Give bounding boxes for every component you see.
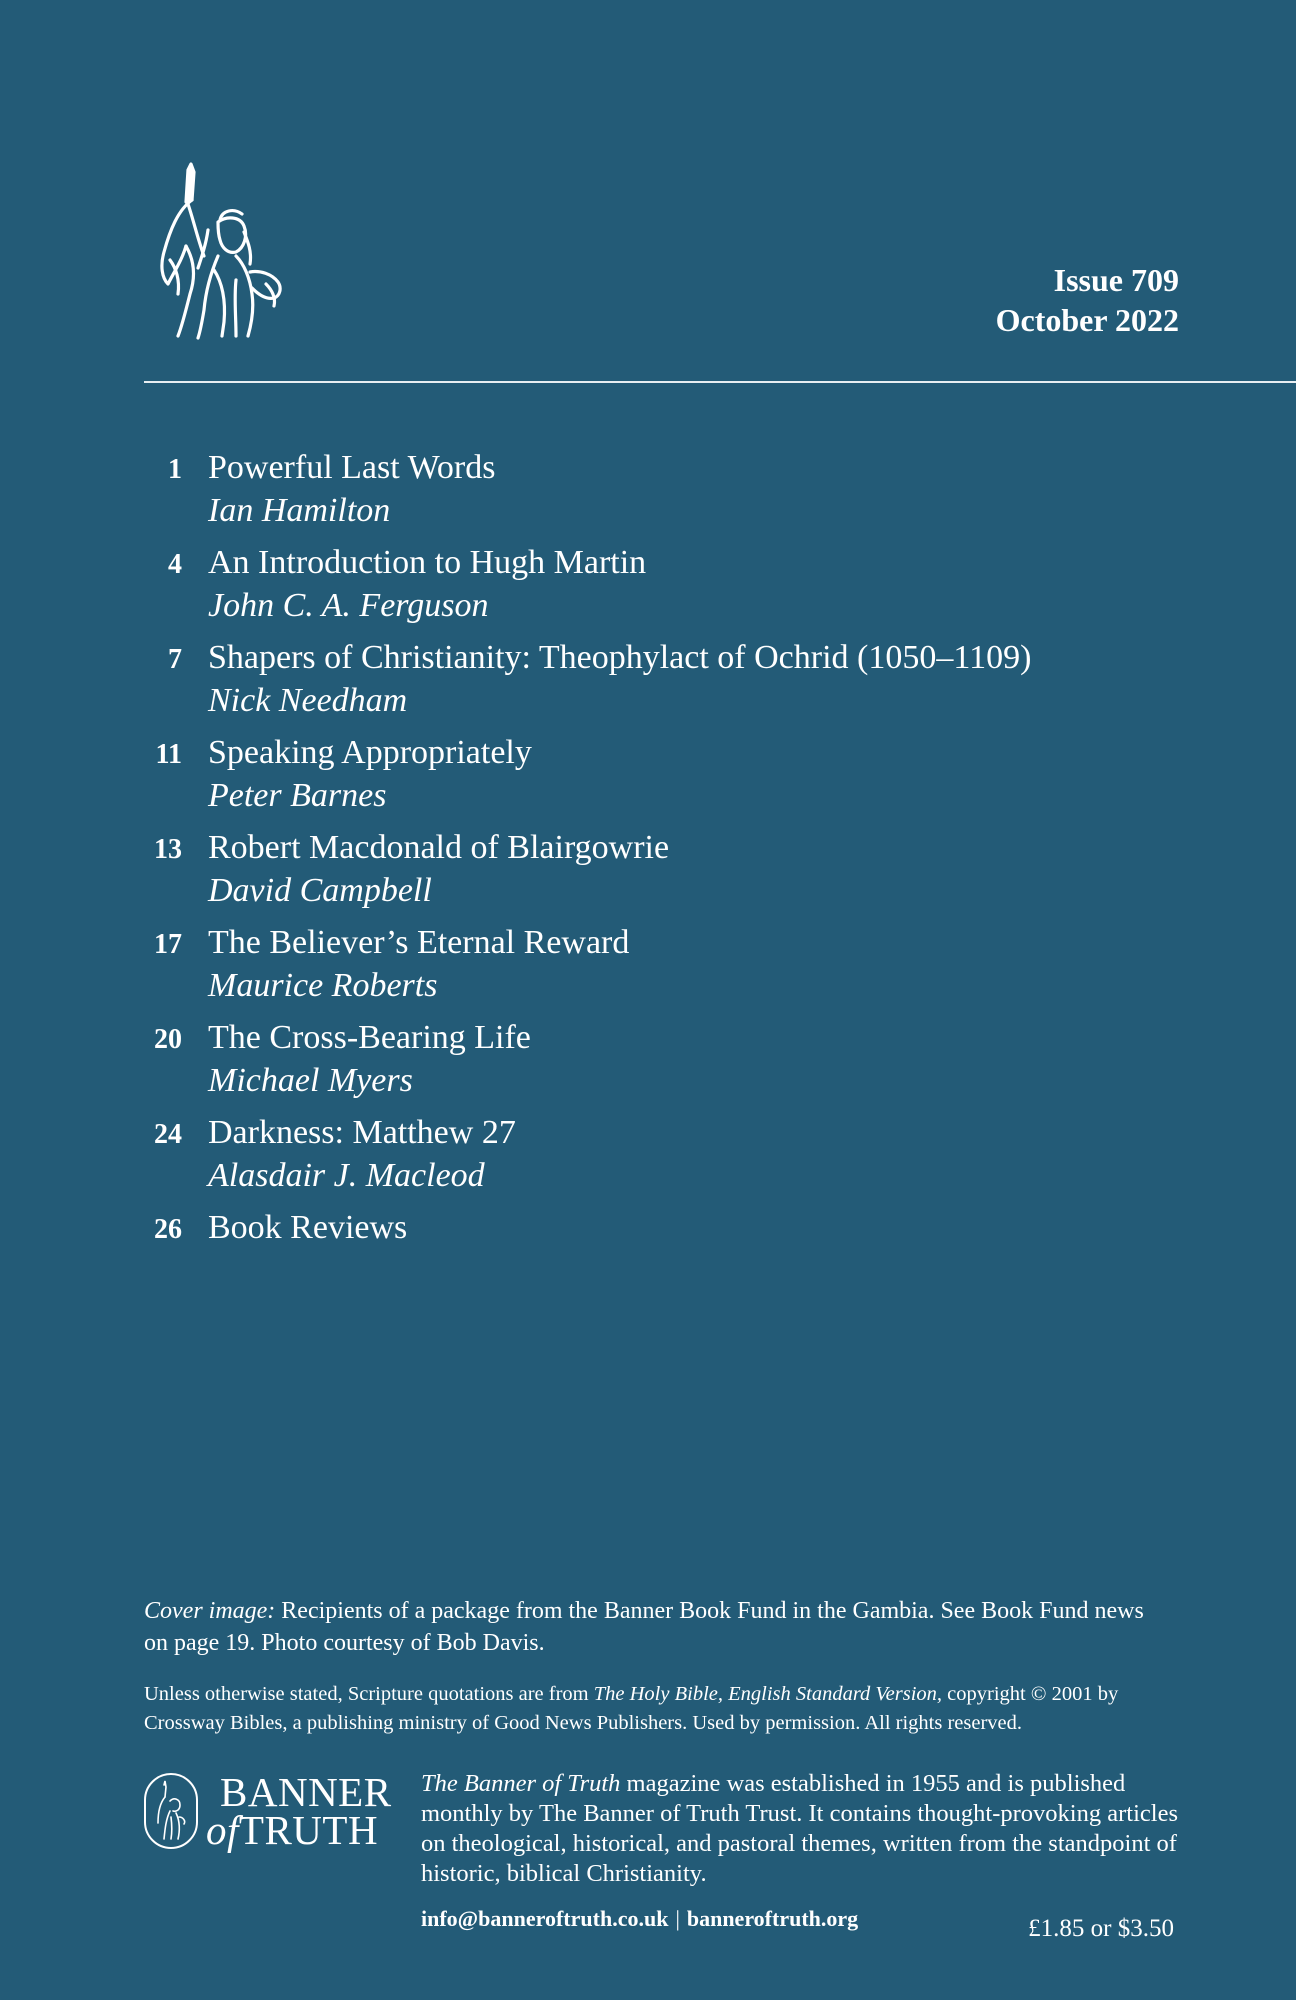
issue-info <box>996 260 1179 340</box>
toc-author: Nick Needham <box>208 682 408 719</box>
cover-note-label: Cover image: <box>144 1598 276 1624</box>
toc-title: Speaking Appropriately <box>208 734 532 771</box>
toc-page-number: 26 <box>154 1214 182 1245</box>
toc-entry <box>144 921 1144 1007</box>
toc-author: Maurice Roberts <box>208 967 438 1004</box>
toc-title: Book Reviews <box>208 1209 408 1246</box>
issue-number: Issue 709 <box>1053 262 1179 298</box>
scripture-permission-note <box>144 1680 1204 1738</box>
toc-page-number: 1 <box>168 454 182 485</box>
toc-author: Peter Barnes <box>208 777 387 814</box>
magazine-description-text: magazine was established in 1955 and is published monthly by The Banner of Truth Trust. It contains thought-provoking articles on theological, historical, and pastoral themes, written from the standpoint of historic, biblical Christianity. <box>421 1770 1178 1887</box>
toc-page-number: 7 <box>168 644 182 675</box>
preacher-logo-icon <box>148 160 298 340</box>
toc-author: John C. A. Ferguson <box>208 587 489 624</box>
toc-page-number: 11 <box>155 739 182 770</box>
toc-title: Darkness: Matthew 27 <box>208 1114 516 1151</box>
header-divider <box>144 381 1296 383</box>
toc-page-number: 20 <box>154 1024 182 1055</box>
contact-separator: | <box>675 1906 680 1931</box>
contact-email: info@banneroftruth.co.uk <box>421 1906 669 1931</box>
toc-page-number: 4 <box>168 549 182 580</box>
brand-badge <box>144 1773 198 1849</box>
toc-author: Ian Hamilton <box>208 492 391 529</box>
brand-truth: TRUTH <box>238 1807 379 1853</box>
magazine-name: The Banner of Truth <box>421 1770 621 1797</box>
toc-author: Michael Myers <box>208 1062 413 1099</box>
cover-note-text: Recipients of a package from the Banner Book Fund in the Gambia. See Book Fund news on page 19. Photo courtesy of Bob Davis. <box>144 1598 1144 1656</box>
toc-title: Shapers of Christianity: Theophylact of Ochrid (1050–1109) <box>208 639 1032 676</box>
toc-title: Powerful Last Words <box>208 449 496 486</box>
toc-title: An Introduction to Hugh Martin <box>208 544 647 581</box>
toc-title: Robert Macdonald of Blairgowrie <box>208 829 670 866</box>
cover-image-note <box>144 1595 1144 1659</box>
toc-entry <box>144 446 1144 532</box>
toc-page-number: 13 <box>154 834 182 865</box>
toc-page-number: 17 <box>154 929 182 960</box>
contact-website: banneroftruth.org <box>686 1906 859 1931</box>
toc-entry <box>144 1016 1144 1102</box>
brand-line-truth <box>206 1808 378 1852</box>
price: £1.85 or $3.50 <box>1028 1915 1174 1942</box>
toc-page-number: 24 <box>154 1119 182 1150</box>
issue-date: October 2022 <box>995 302 1179 338</box>
toc-title: The Cross-Bearing Life <box>208 1019 531 1056</box>
scripture-note-post: copyright © 2001 by Crossway Bibles, a publishing ministry of Good News Publishers. Used by permission. All rights reserved. <box>144 1683 1119 1734</box>
toc-entry <box>144 1206 1144 1252</box>
toc-entry <box>144 826 1144 912</box>
scripture-note-pre: Unless otherwise stated, Scripture quotations are from <box>144 1683 594 1705</box>
table-of-contents <box>144 446 1144 1261</box>
contact-line <box>421 1904 858 1934</box>
banner-of-truth-logo <box>144 1769 394 1853</box>
magazine-description <box>421 1769 1201 1889</box>
toc-entry <box>144 541 1144 627</box>
preacher-badge-icon <box>146 1775 196 1847</box>
toc-author: Alasdair J. Macleod <box>208 1157 485 1194</box>
toc-entry <box>144 1111 1144 1197</box>
scripture-note-source: The Holy Bible, English Standard Version, <box>593 1683 943 1705</box>
brand-line-banner: BANNER <box>220 1769 392 1815</box>
toc-author: David Campbell <box>208 872 432 909</box>
toc-title: The Believer’s Eternal Reward <box>208 924 630 961</box>
toc-entry <box>144 731 1144 817</box>
brand-of: of <box>206 1807 239 1853</box>
toc-entry <box>144 636 1144 722</box>
